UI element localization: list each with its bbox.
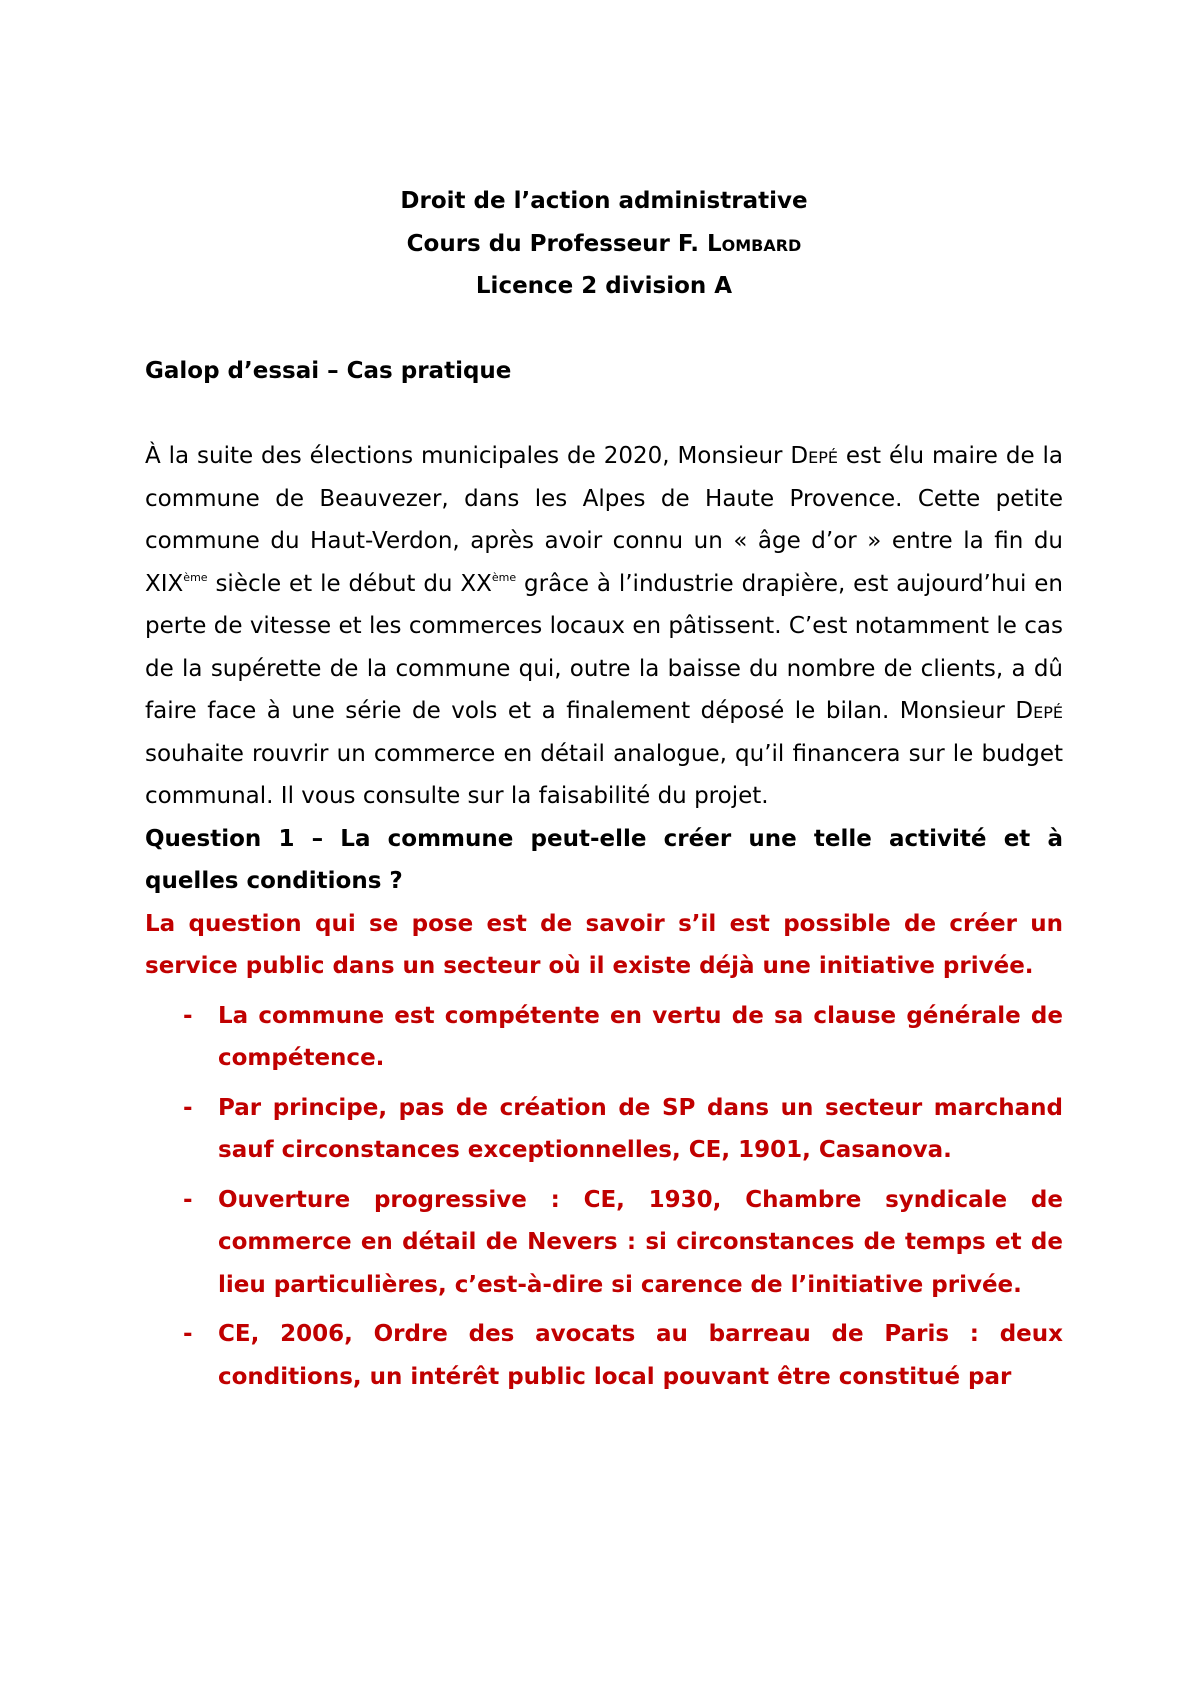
person-name: Depé (1015, 698, 1063, 724)
spacer (145, 393, 1063, 436)
bullet-text: Ouverture progressive : CE, 1930, Chambre syndicale de commerce en détail de Nevers : si circonstances de temps et de lieu particulières, c’est-à-dire si carence de l’initiative privée. (218, 1186, 1063, 1298)
case-text-part: souhaite rouvrir un commerce en détail analogue, qu’il financera sur le budget communal. Il vous consulte sur la faisabilité du projet. (145, 740, 1063, 809)
header-professor-prefix: Cours du Professeur F. (406, 230, 707, 257)
bullet-dash: - (183, 1002, 193, 1029)
answer-bullet (145, 1087, 1063, 1172)
superscript: ème (491, 570, 517, 584)
header-level: Licence 2 division A (475, 273, 733, 299)
bullet-text: La commune est compétente en vertu de sa clause générale de compétence. (218, 1002, 1063, 1071)
question-1: Question 1 – La commune peut-elle créer une telle activité et à quelles conditions ? (145, 825, 1063, 894)
header-professor-name: Lombard (706, 230, 802, 257)
answer-bullet (145, 995, 1063, 1080)
superscript: ème (183, 570, 208, 584)
case-text-part: siècle et le début du XX (207, 570, 492, 597)
case-statement (145, 435, 1063, 818)
bullet-dash: - (183, 1321, 193, 1347)
document-subtitle: Galop d’essai – Cas pratique (145, 358, 512, 384)
answer-intro: La question qui se pose est de savoir s’il est possible de créer un service public dans un secteur où il existe déjà une initiative privée. (145, 910, 1063, 979)
answer-bullet-list (145, 995, 1063, 1399)
bullet-dash: - (183, 1094, 193, 1121)
answer-bullet (145, 1313, 1063, 1398)
bullet-dash: - (183, 1186, 193, 1213)
answer-bullet (145, 1179, 1063, 1307)
bullet-text: Par principe, pas de création de SP dans un secteur marchand sauf circonstances exceptionnelles, CE, 1901, Casanova. (218, 1094, 1063, 1163)
case-text-part: est élu maire de la commune de Beauvezer, dans les Alpes de Haute Provence. Cette petite commune du Haut-Verdon, après avoir connu un « âge d’or » entre la fin du XIX (145, 443, 1063, 597)
case-text-part: grâce à l’industrie drapière, est aujourd’hui en perte de vitesse et les commerces locaux en pâtissent. C’est notamment le cas de la supérette de la commune qui, outre la baisse du nombre de clients, a dû faire face à une série de vols et a finalement déposé le bilan. Monsieur (145, 570, 1064, 724)
case-text-part: À la suite des élections municipales de 2020, Monsieur (145, 443, 791, 469)
header-professor (145, 223, 1063, 266)
person-name: Depé (790, 443, 838, 469)
bullet-text: CE, 2006, Ordre des avocats au barreau de Paris : deux conditions, un intérêt public local pouvant être constitué par (218, 1321, 1063, 1390)
header-course-title: Droit de l’action administrative (400, 188, 808, 214)
spacer (145, 308, 1063, 351)
document-content (145, 180, 1063, 1405)
document-header (145, 180, 1063, 308)
